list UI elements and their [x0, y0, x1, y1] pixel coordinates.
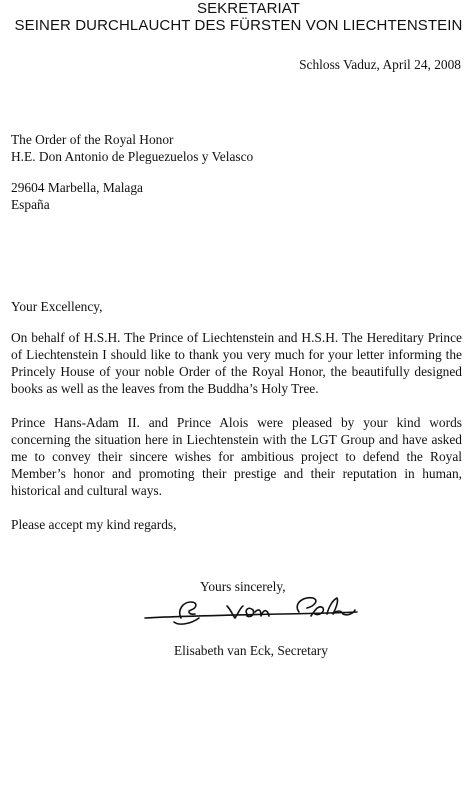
body-paragraph-3: Please accept my kind regards,: [11, 517, 177, 532]
address-block: [11, 179, 143, 213]
letterhead-subtitle: SEINER DURCHLAUCHT DES FÜRSTEN VON LIECHTENSTEIN: [14, 17, 463, 34]
addressee-block: [11, 131, 253, 165]
letterhead-title: SEKRETARIAT: [196, 0, 301, 17]
address-city: 29604 Marbella, Malaga: [11, 180, 144, 195]
body-paragraph-1: On behalf of H.S.H. The Prince of Liechtenstein and H.S.H. The Hereditary Prince of Liechtenstein I should like to thank you very much for your letter informing the Princely House of your noble Order of the Royal Honor, the beautifully designed books as well as the leaves from the Buddha’s Holy Tree.: [11, 330, 462, 396]
salutation: Your Excellency,: [11, 299, 103, 314]
addressee-name: H.E. Don Antonio de Pleguezuelos y Velasco: [11, 149, 254, 164]
complimentary-close: Yours sincerely,: [200, 579, 286, 594]
body-paragraph-2: Prince Hans-Adam II. and Prince Alois were pleased by your kind words concerning the situation here in Liechtenstein with the LGT Group and have asked me to convey their sincere wishes for ambitious project to defend the Royal Member’s honor and promoting their prestige and their reputation in human, historical and cultural ways.: [11, 415, 462, 498]
addressee-organization: The Order of the Royal Honor: [11, 132, 174, 147]
place-date: Schloss Vaduz, April 24, 2008: [299, 57, 461, 72]
letterhead: [0, 0, 473, 34]
signer-name: Elisabeth van Eck, Secretary: [174, 643, 328, 658]
handwritten-signature: [143, 594, 359, 632]
address-country: España: [11, 197, 50, 212]
letter-body: [11, 298, 462, 550]
